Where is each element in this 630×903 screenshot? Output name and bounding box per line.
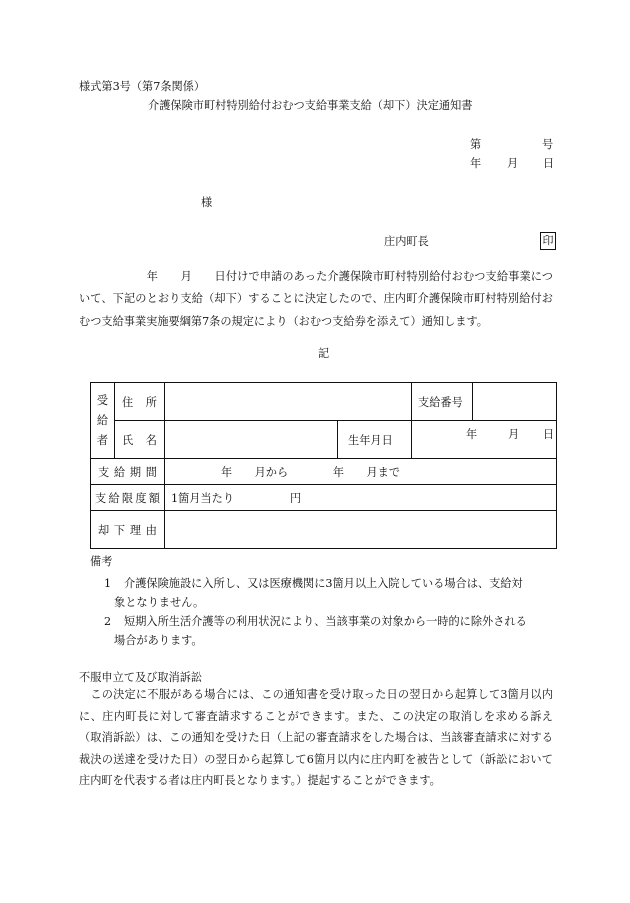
address-label: 住所	[115, 383, 165, 421]
address-value	[165, 383, 412, 421]
birthdate-value	[412, 421, 557, 459]
name-label: 氏名	[115, 421, 165, 459]
payment-number-value	[473, 383, 557, 421]
notice-paragraph: 年 月 日付けで申請のあった介護保険市町村特別給付おむつ支給事業について、下記のとおり支給（却下）することに決定したので、庄内町介護保険市町村特別給付おむつ支給事業実施要綱第7条の規定により（おむつ支給券を添えて）通知します。	[79, 270, 553, 328]
notes-title: 備考	[90, 555, 113, 568]
birth-day: 日	[543, 428, 555, 441]
issue-date-month: 月	[507, 157, 519, 170]
addressee-suffix: 様	[201, 196, 213, 209]
form-number: 様式第3号（第7条関係）	[79, 80, 206, 93]
period-value: 年 月から 年 月まで	[165, 459, 557, 485]
note-1-line-1: 介護保険施設に入所し、又は医療機関に3箇月以上入院している場合は、支給対	[124, 577, 523, 590]
objection-title: 不服申立て及び取消訴訟	[79, 671, 203, 684]
doc-number-prefix: 第	[470, 138, 482, 151]
birth-year: 年	[466, 428, 478, 441]
note-1-number: 1	[104, 577, 112, 590]
birth-month: 月	[508, 428, 520, 441]
document-title: 介護保険市町村特別給付おむつ支給事業支給（却下）決定通知書	[148, 99, 473, 112]
reason-value	[165, 511, 557, 549]
issuer-name: 庄内町長	[384, 235, 429, 248]
issue-date-day: 日	[543, 157, 555, 170]
note-1-line-2: 象となりません。	[114, 596, 205, 609]
recipient-label: 受給者	[91, 383, 115, 459]
doc-number-suffix: 号	[542, 138, 554, 151]
period-label: 支給期間	[91, 459, 165, 485]
ki-heading: 記	[318, 347, 330, 360]
birthdate-label: 生年月日	[338, 421, 412, 459]
limit-value: 1箇月当たり 円	[165, 485, 557, 511]
decision-table	[90, 382, 557, 549]
reason-label: 却下理由	[91, 511, 165, 549]
name-value	[165, 421, 338, 459]
note-2-line-1: 短期入所生活介護等の利用状況により、当該事業の対象から一時的に除外される	[124, 615, 527, 628]
seal-mark: 印	[540, 232, 556, 250]
issue-date-year: 年	[470, 157, 482, 170]
objection-paragraph: この決定に不服がある場合には、この通知書を受け取った日の翌日から起算して3箇月以内に、庄内町長に対して審査請求することができます。また、この決定の取消しを求める訴え（取消訴訟）は、この通知を受けた日（上記の審査請求をした場合は、当該審査請求に対する裁決の送達を受けた日）の翌日から起算して6箇月以内に庄内町を被告として（訴訟において庄内町を代表する者は庄内町長となります。）提起することができます。	[79, 688, 553, 788]
note-2-number: 2	[104, 615, 112, 628]
note-2-line-2: 場合があります。	[114, 634, 203, 647]
limit-label: 支給限度額	[91, 485, 165, 511]
payment-number-label: 支給番号	[412, 383, 473, 421]
